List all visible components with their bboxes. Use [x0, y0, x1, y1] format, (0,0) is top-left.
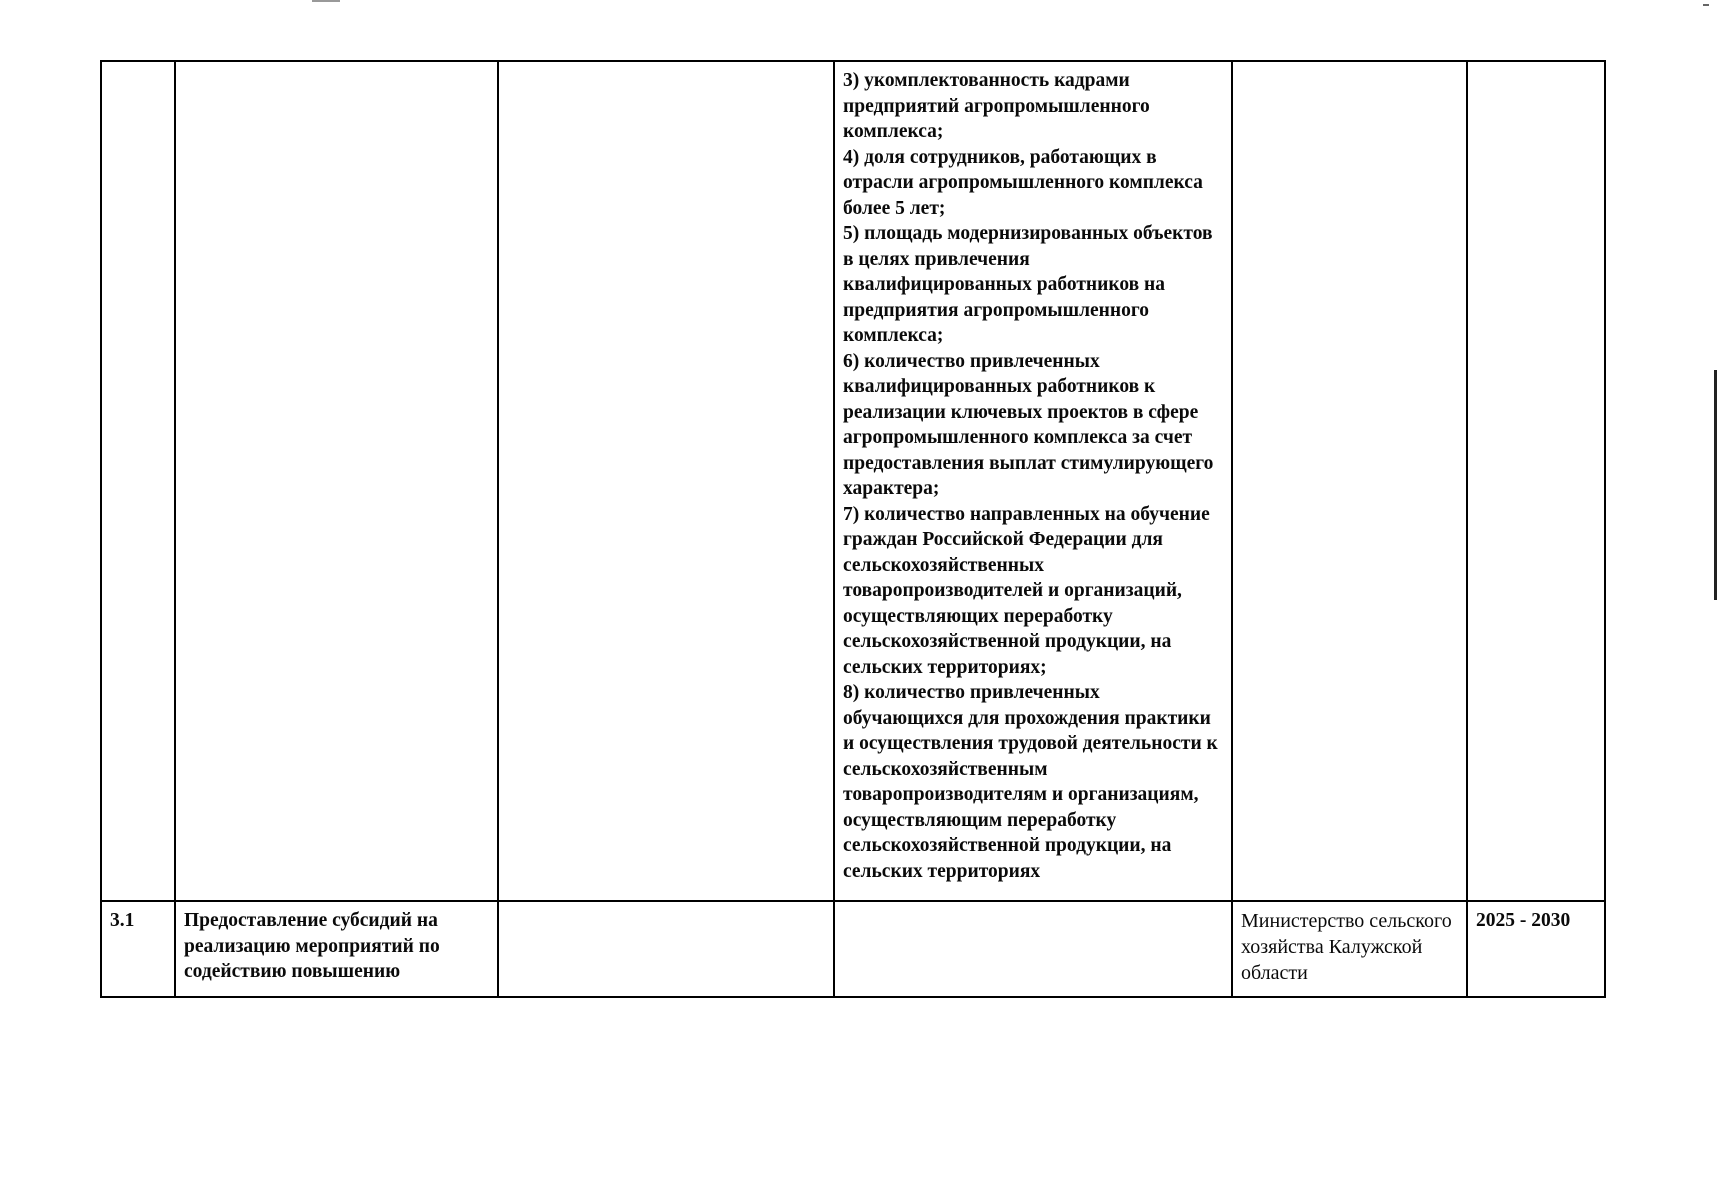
- page-number-mark: [1703, 0, 1709, 6]
- cell-goal-empty: [498, 901, 834, 997]
- cell-number: 3.1: [101, 901, 175, 997]
- cell-indicators: 3) укомплектованность кадрами предприятий агропромышленного комплекса; 4) доля сотрудников, работающих в отрасли агропромышленного комплекса более 5 лет; 5) площадь модернизированных объектов в целях привлечения квалифицированных работников на предприятия агропромышленного комплекса; 6) количество привлеченных квалифицированных работников к реализации ключевых проектов в сфере агропромышленного комплекса за счет предоставления выплат стимулирующего характера; 7) количество направленных на обучение граждан Российской Федерации для сельскохозяйственных товаропроизводителей и организаций, осуществляющих переработку сельскохозяйственной продукции, на сельских территориях; 8) количество привлеченных обучающихся для прохождения практики и осуществления трудовой деятельности к сельскохозяйственным товаропроизводителям и организациям, осуществляющим переработку сельскохозяйственной продукции, на сельских территориях: [834, 61, 1232, 901]
- cell-period-empty: [1467, 61, 1605, 901]
- cell-number-empty: [101, 61, 175, 901]
- cell-period: 2025 - 2030: [1467, 901, 1605, 997]
- cell-title-empty: [175, 61, 498, 901]
- table-row-continued: [101, 61, 1605, 901]
- table-row-3-1: [101, 901, 1605, 997]
- cell-indicators-empty: [834, 901, 1232, 997]
- cell-goal-empty: [498, 61, 834, 901]
- scan-artifact: [312, 0, 340, 2]
- cell-ministry-empty: [1232, 61, 1467, 901]
- program-table: [100, 60, 1606, 998]
- cell-title: Предоставление субсидий на реализацию мероприятий по содействию повышению: [175, 901, 498, 997]
- cell-ministry: Министерство сельского хозяйства Калужской области: [1232, 901, 1467, 997]
